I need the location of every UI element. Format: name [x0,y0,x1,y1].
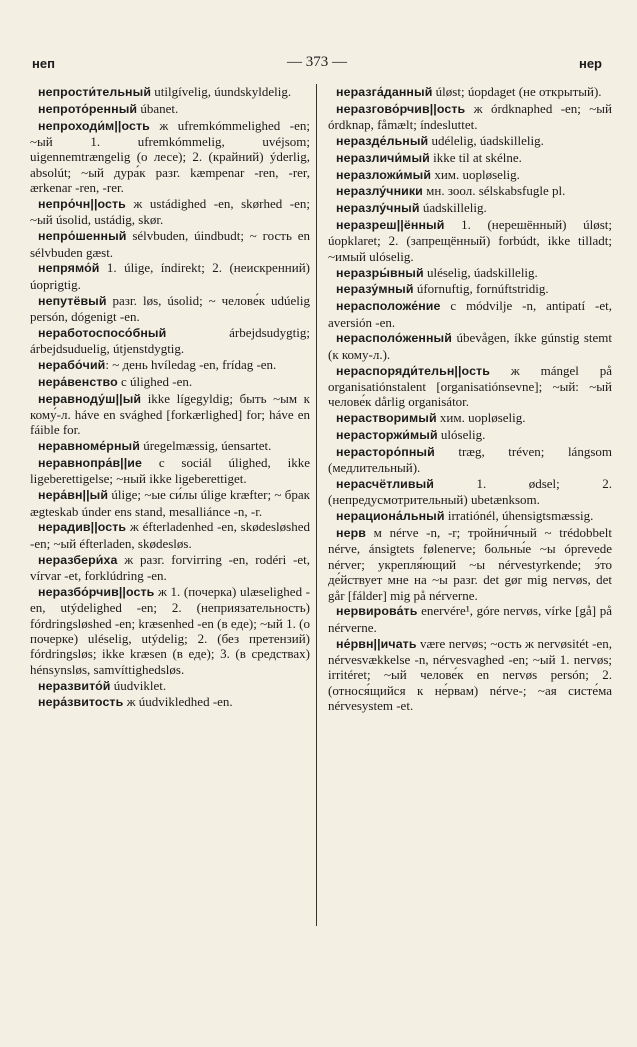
dictionary-entry [30,84,310,100]
entry-definition: úbevågen, íkke gúnstig stemt (к кому-л.). [328,330,612,362]
entry-definition: uléselig, úadskillelig. [423,264,538,280]
entry-definition: ж mángel på organisatiónstalent [organisatiónsevne]; ~ый: ~ый челове́к dårlig organisátor. [328,362,612,410]
entry-definition: irratiónél, úhensigtsmæssig. [444,508,594,524]
dictionary-entry [328,150,612,166]
entry-headword: нерв [336,526,366,540]
entry-headword: неразде́льный [336,134,429,148]
entry-definition: træg, tréven; lángsom (медлительный). [328,443,612,476]
entry-headword: нерасторжи́мый [336,428,438,442]
dictionary-entry [30,196,310,228]
entry-definition: ж 1. (почерка) ulæselighed -en, utýdelighed -en; 2. (неприязательность) fórdringsløshed -en; kræsenhed -en (в еде); ~ый 1. (о почерке) uléselig, utýdelig; 2. (без претензий) fórdringsløs; ikke kræsen (в еде); 3. (в средствах) hénsynsløs, samvíttighedsløs. [30,583,310,677]
entry-headword: нерабо́чий [38,358,106,373]
dictionary-entry [30,391,310,438]
dictionary-entry [30,438,310,454]
entry-headword: неразличи́мый [336,150,430,165]
entry-headword: неразры́вный [336,265,424,280]
entry-definition: sélvbuden, úindbudt; ~ гость en sélvbuden gæst. [30,228,310,260]
entry-definition: úlige; ~ые си́лы úlige kræfter; ~ брак ægteskab únder ens stand, mesalliánce -n, -r. [30,487,310,519]
dictionary-entry [328,525,612,603]
entry-headword: не́рвн||ичать [336,636,417,651]
dictionary-entry [30,325,310,357]
entry-definition: úregelmæssig, úensartet. [139,438,272,454]
entry-definition: ж úudvikledhed -en. [123,694,233,710]
dictionary-entry [328,330,612,362]
entry-headword: непрямо́й [38,261,100,276]
dictionary-entry [328,265,612,281]
entry-definition: úudviklet. [110,677,167,693]
dictionary-entry [30,260,310,292]
column-divider [316,84,317,926]
entry-definition: хим. uopløselig. [436,410,526,426]
dictionary-entry [30,357,310,373]
dictionary-entry [328,410,612,426]
dictionary-entry [328,133,612,149]
entry-definition: úbanet. [137,100,179,116]
entry-definition: ulóselig. [437,427,486,442]
entry-definition: ж órdknaphed -en; ~ый órdknap, fåmælt; índesluttet. [328,100,612,133]
entry-definition: ж ustádighed -en, skørhed -en; ~ый úsolid, ustádig, skør. [30,196,310,228]
page-header [32,52,602,74]
dictionary-entry [328,298,612,330]
entry-definition: : ~ день hvíledag -en, frídag -en. [105,357,277,373]
entry-definition: ikke til at skélne. [429,149,522,165]
entry-definition: разг. løs, úsolid; ~ челове́к udúelig persón, dógenigt -en. [30,292,310,325]
dictionary-entry [30,118,310,196]
entry-headword: нерасположе́ние [336,299,441,314]
entry-headword: нерастворимый [336,411,437,426]
entry-definition: árbejdsudygtig; árbejdsuduelig, útjenstdygtig. [30,324,310,357]
dictionary-entry [30,455,310,487]
entry-definition: úadskillelig. [419,200,487,216]
entry-definition: м nérve -n, -r; тройни́чный ~ trédobbelt nérve, ánsigtets følenerve; больны́е ~ы óprevede nérver; укрепля́ющий ~ы nérvestyrkende; э́то де́йствует мне на ~ы разг. det gør mig nervøs, det går [fálder] mig på nérverne. [328,525,612,603]
entry-definition: enervére¹, góre nervøs, vírke [gå] på nérverne. [328,603,612,635]
entry-headword: неразлу́чный [336,201,420,216]
dictionary-entry [328,427,612,443]
entry-headword: нерациона́льный [336,509,445,524]
entry-headword: непроходи́м||ость [38,118,150,133]
dictionary-entry [328,200,612,216]
entry-definition: være nervøs; ~ость ж nervøsitét -en, nérvesvækkelse -n, nérvesvaghed -en; ~ый 1. nervøs; irritéret; ~ый челове́к en nervøs persón; 2. (относя́щийся к не́рвам) nérve-; ~ая систе́ма nérvesystem -et. [328,635,612,714]
entry-headword: неразбери́ха [38,552,118,567]
dictionary-entry [30,519,310,551]
dictionary-entry [328,603,612,635]
entry-headword: неразбо́рчив||ость [38,584,155,599]
entry-headword: нера́звитость [38,695,124,710]
entry-definition: udélelig, úadskillelig. [428,133,544,148]
entry-definition: хим. uopløselig. [431,166,520,182]
entry-headword: неразлу́чники [336,184,423,199]
left-column [30,84,310,711]
entry-headword: непрости́тельный [38,85,152,99]
entry-headword: непрото́ренный [38,101,138,116]
entry-definition: ж ufremkómmelighed -en; ~ый 1. ufremkómmelig, uvéjsom; uigennemtrængelig (о лесе); 2. (крайний) ýderlig, absolút; ~ый дура́к разг. kæmpenar -ren, -rer, ærkenar -ren, -rer. [30,117,310,196]
dictionary-entry [328,444,612,476]
entry-headword: нерадив||ость [38,520,127,535]
entry-headword: неразга́данный [336,85,433,99]
entry-headword: нераспоряди́тельн||ость [336,363,490,378]
entry-headword: непро́шенный [38,229,127,244]
right-column [328,84,612,714]
entry-definition: 1. úlige, índirekt; 2. (неискренний) úoprigtig. [30,260,310,292]
entry-definition: с sociál úlighed, ikke ligeberettigelse; ~ный ikke ligeberettiget. [30,455,310,487]
dictionary-entry [328,363,612,410]
dictionary-entry [30,374,310,390]
entry-definition: úløst; úopdaget (не открытый). [432,84,602,99]
dictionary-entry [328,183,612,199]
entry-headword: нерасполо́женный [336,331,452,346]
entry-definition: с úlighed -en. [117,373,193,389]
entry-headword: неразгово́рчив||ость [336,101,466,116]
dictionary-entry [30,678,310,694]
entry-headword: непутёвый [38,293,107,308]
entry-definition: úfornuftig, fornúftstridig. [413,281,549,297]
dictionary-entry [328,167,612,183]
entry-headword: нервирова́ть [336,604,418,619]
entry-headword: неработоспосо́бный [38,325,167,340]
entry-headword: неразложи́мый [336,167,432,182]
entry-definition: ikke lígegyldig; быть ~ым к кому́-л. háve en svághed [forkærlighed] for; háve en fáible for. [30,390,310,438]
entry-headword: нера́вн||ый [38,488,109,503]
entry-headword: неразреш||ённый [336,217,445,232]
entry-headword: нерасчётливый [336,477,434,491]
dictionary-entry [30,101,310,117]
entry-headword: неравноду́ш||ый [38,391,142,406]
entry-headword: непро́чн||ость [38,197,126,212]
dictionary-entry [328,476,612,508]
entry-definition: ж éfterladenhed -en, skødesløshed -en; ~ый éfterladen, skødesløs. [30,519,310,551]
dictionary-entry [328,281,612,297]
page-number: — 373 — [287,54,347,70]
dictionary-entry [30,228,310,260]
right-guide-word: нер [578,56,602,71]
entry-definition: utilgívelig, úundskyldelig. [151,84,292,99]
dictionary-entry [30,694,310,710]
entry-definition: мн. зоол. sélskabsfugle pl. [422,183,566,199]
dictionary-entry [30,552,310,584]
entry-headword: нера́венство [38,374,118,389]
entry-definition: с módvilje -n, antipatí -et, aversión -en. [328,298,612,330]
dictionary-entry [328,101,612,133]
dictionary-entry [30,487,310,519]
dictionary-entry [30,584,310,677]
entry-headword: неразвито́й [38,678,111,693]
entry-definition: 1. ødsel; 2. (непредусмотрительный) ubetænksom. [328,476,612,508]
dictionary-entry [30,293,310,325]
dictionary-entry [328,508,612,524]
entry-headword: неразу́мный [336,282,414,297]
entry-definition: 1. (нерешённый) úløst; úopklaret; 2. (запрещённый) forbúdt, ikke tilladt; ~имый ulóselig. [328,216,612,264]
entry-headword: нерасторо́пный [336,444,435,459]
dictionary-entry [328,84,612,100]
entry-headword: неравноме́рный [38,439,140,454]
dictionary-entry [328,636,612,714]
entry-headword: неравнопра́в||ие [38,456,143,471]
entry-definition: ж разг. forvirring -en, rodéri -et, vírvar -et, forklúdring -en. [30,551,310,584]
dictionary-entry [328,217,612,264]
left-guide-word: неп [32,56,55,71]
